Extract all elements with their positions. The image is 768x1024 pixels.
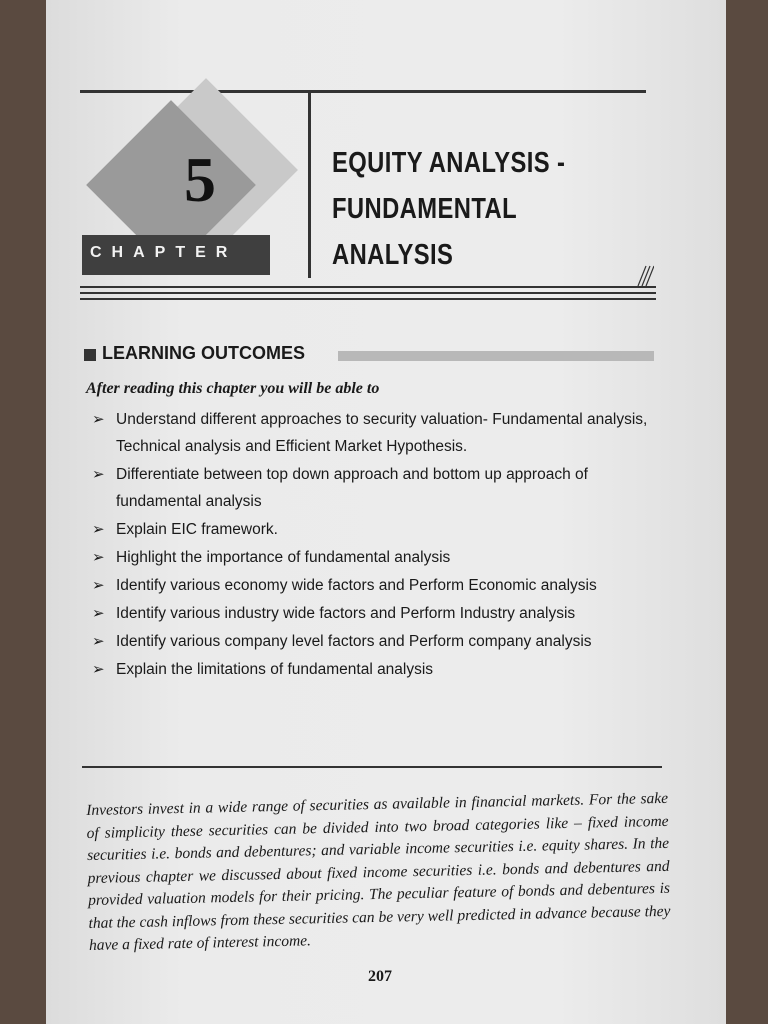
hatch-mark-icon [636,262,654,286]
header-top-rule [80,90,646,93]
list-item: ➢ Explain the limitations of fundamental analysis [86,656,666,683]
header-vertical-rule [308,90,311,278]
arrow-bullet-icon: ➢ [92,549,105,566]
list-item: ➢ Identify various economy wide factors and Perform Economic analysis [86,572,666,599]
list-item: ➢ Identify various company level factors and Perform company analysis [86,628,666,655]
chapter-title-line-2: FUNDAMENTAL ANALYSIS [332,193,517,271]
body-paragraph: Investors invest in a wide range of securities as available in financial markets. For the sake of simplicity these securities can be divided into two broad categories like – fixed income securities i.e. bonds and debentures; and variable income securities i.e. equity shares. In the previous chapter we discussed about fixed income securities i.e. bonds and debentures and provided valuation models for their pricing. The peculiar feature of bonds and debentures is that the cash inflows from these securities can be very well predicted in advance because they have a fixed rate of interest income. [86,789,671,954]
list-item: ➢ Highlight the importance of fundamental analysis [86,544,666,571]
chapter-label: CHAPTER [90,244,238,261]
list-item: ➢ Understand different approaches to security valuation- Fundamental analysis, Technical analysis and Efficient Market Hypothesis. [86,406,666,460]
list-item: ➢ Identify various industry wide factors and Perform Industry analysis [86,600,666,627]
arrow-bullet-icon: ➢ [92,661,105,678]
chapter-title [332,140,594,278]
section-divider [82,766,662,768]
learning-outcomes-list [86,406,666,684]
learning-outcomes-title: LEARNING OUTCOMES [102,343,306,363]
arrow-bullet-icon: ➢ [92,577,105,594]
chapter-number: 5 [184,144,216,215]
page-number: 207 [368,968,392,985]
book-page [46,0,726,1024]
list-item: ➢ Differentiate between top down approach and bottom up approach of fundamental analysis [86,461,666,515]
learning-outcomes-heading [82,343,654,369]
list-item: ➢ Explain EIC framework. [86,516,666,543]
arrow-bullet-icon: ➢ [92,605,105,622]
arrow-bullet-icon: ➢ [92,411,105,428]
arrow-bullet-icon: ➢ [92,466,105,483]
arrow-bullet-icon: ➢ [92,521,105,538]
chapter-title-line-1: EQUITY ANALYSIS - [332,147,566,179]
learning-outcomes-intro: After reading this chapter you will be able to [86,380,380,397]
rule [80,298,656,300]
arrow-bullet-icon: ➢ [92,633,105,650]
rule [80,292,656,294]
header-bottom-rules [80,286,656,304]
square-bullet-icon [84,349,96,361]
rule [80,286,656,288]
heading-shade-bar [338,351,654,361]
